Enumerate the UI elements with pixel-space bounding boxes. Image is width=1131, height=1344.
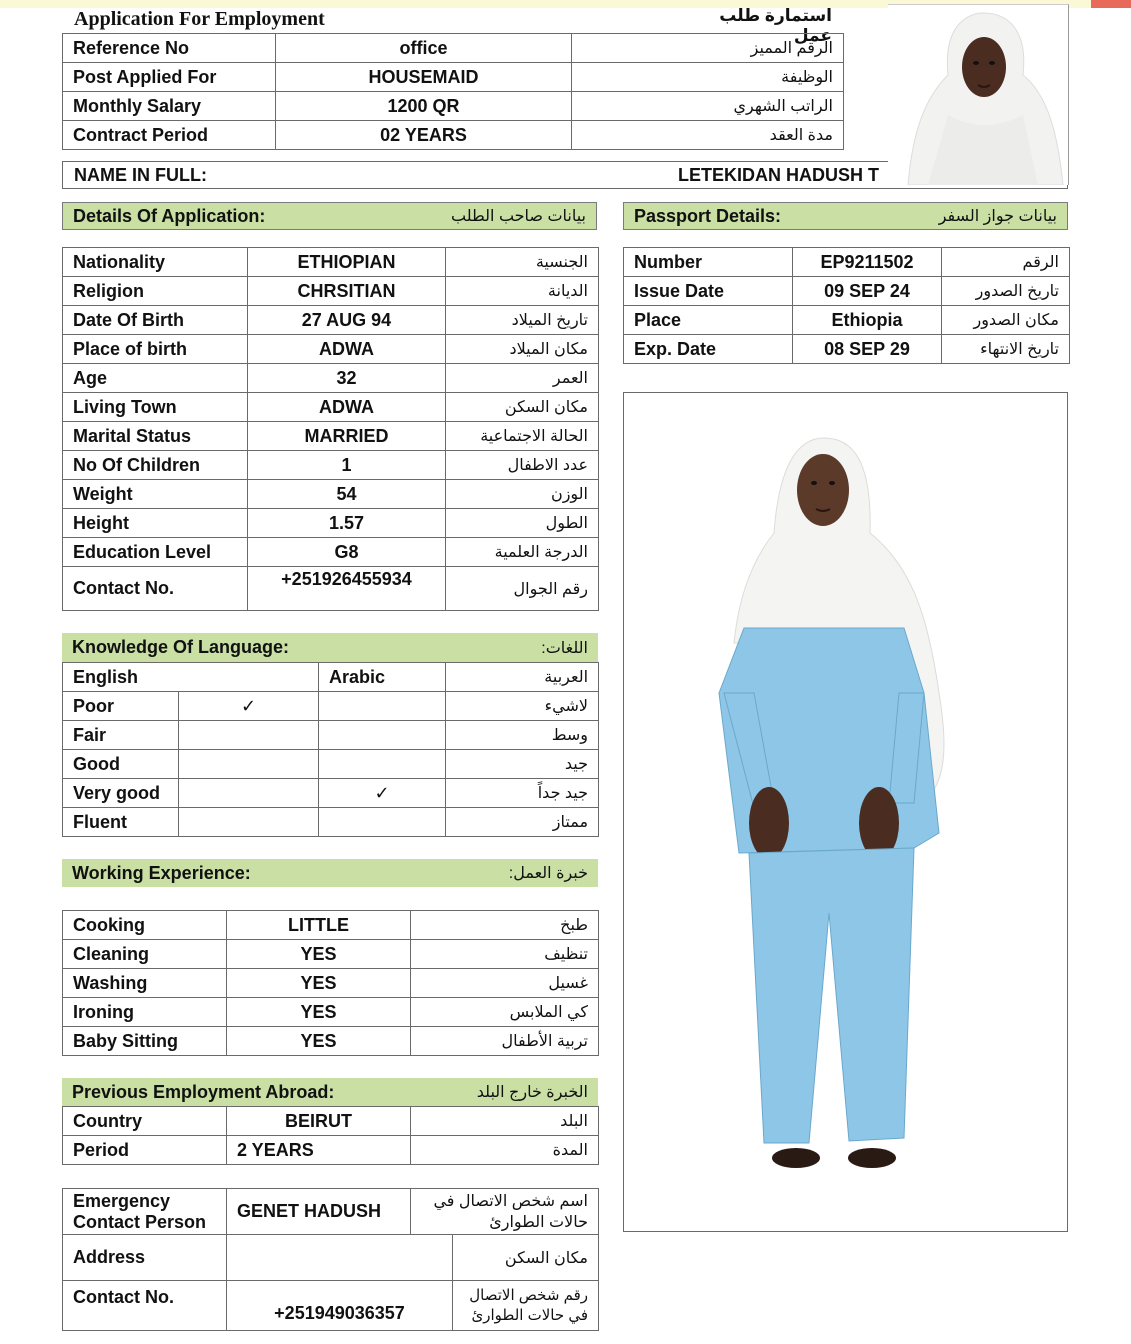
passport-label-arabic: تاريخ الانتهاء: [942, 335, 1070, 364]
detail-value: MARRIED: [248, 422, 446, 451]
detail-label: Place of birth: [63, 335, 248, 364]
passport-label: Place: [624, 306, 793, 335]
language-arabic-header: Arabic: [319, 663, 446, 692]
table-row: [63, 393, 599, 422]
abroad-label-arabic: المدة: [411, 1136, 599, 1165]
arabic-check: [319, 721, 446, 750]
abroad-table: [62, 1106, 599, 1165]
detail-value: CHRSITIAN: [248, 277, 446, 306]
abroad-band-label: Previous Employment Abroad:: [72, 1081, 335, 1102]
table-row: [63, 34, 844, 63]
english-check: [179, 721, 319, 750]
emergency-contact-arabic-line2: في حالات الطوارئ: [471, 1306, 588, 1324]
reference-label-arabic: الرقم المميز: [572, 34, 844, 63]
skill-label: Ironing: [63, 998, 227, 1027]
language-level-arabic: جيد: [446, 750, 599, 779]
passport-value: 08 SEP 29: [793, 335, 942, 364]
skill-value: YES: [227, 998, 411, 1027]
detail-label: No Of Children: [63, 451, 248, 480]
detail-label: Education Level: [63, 538, 248, 567]
language-level: Very good: [63, 779, 179, 808]
table-row: [63, 1107, 599, 1136]
skill-value: YES: [227, 969, 411, 998]
experience-band-label: Working Experience:: [72, 862, 251, 883]
detail-label-arabic: مكان الميلاد: [446, 335, 599, 364]
table-row: [63, 538, 599, 567]
detail-label: Marital Status: [63, 422, 248, 451]
contact-label: Contact No.: [63, 567, 248, 611]
abroad-band-label-arabic: الخبرة خارج البلد: [476, 1084, 588, 1101]
contact-value: +251926455934: [248, 567, 446, 611]
skill-label-arabic: تربية الأطفال: [411, 1027, 599, 1056]
emergency-person-label-line2: Contact Person: [73, 1211, 207, 1232]
passport-value: Ethiopia: [793, 306, 942, 335]
emergency-contact-arabic-line1: رقم شخص الاتصال: [469, 1286, 588, 1304]
abroad-value: 2 YEARS: [227, 1136, 411, 1165]
table-row: [63, 364, 599, 393]
passport-table: [623, 247, 1070, 364]
abroad-band: [62, 1078, 598, 1106]
detail-value: G8: [248, 538, 446, 567]
salary-label: Monthly Salary: [63, 92, 276, 121]
emergency-table: [62, 1188, 599, 1331]
name-label: NAME IN FULL:: [74, 165, 207, 185]
contact-label-arabic: رقم الجوال: [446, 567, 599, 611]
language-level: Good: [63, 750, 179, 779]
details-band: [62, 202, 597, 230]
language-level: Fluent: [63, 808, 179, 837]
arabic-check: ✓: [319, 779, 446, 808]
post-label-arabic: الوظيفة: [572, 63, 844, 92]
detail-value: ETHIOPIAN: [248, 248, 446, 277]
detail-value: ADWA: [248, 335, 446, 364]
passport-value: 09 SEP 24: [793, 277, 942, 306]
detail-label-arabic: عدد الاطفال: [446, 451, 599, 480]
skill-label: Cleaning: [63, 940, 227, 969]
language-level-arabic: ممتاز: [446, 808, 599, 837]
detail-label-arabic: الدرجة العلمية: [446, 538, 599, 567]
table-row: [63, 277, 599, 306]
passport-band-label-arabic: بيانات جواز السفر: [938, 208, 1057, 225]
reference-label: Reference No: [63, 34, 276, 63]
table-row: [63, 451, 599, 480]
english-check: [179, 779, 319, 808]
emergency-contact-value: +251949036357: [227, 1281, 453, 1331]
language-level-arabic: وسط: [446, 721, 599, 750]
contract-label: Contract Period: [63, 121, 276, 150]
table-row: [63, 480, 599, 509]
skill-label-arabic: طبخ: [411, 911, 599, 940]
detail-label-arabic: الطول: [446, 509, 599, 538]
detail-label-arabic: مكان السكن: [446, 393, 599, 422]
emergency-address-value: [227, 1235, 453, 1281]
passport-value: EP9211502: [793, 248, 942, 277]
top-corner-accent: [1091, 0, 1131, 8]
emergency-person-arabic-line2: حالات الطوارئ: [489, 1213, 588, 1231]
detail-label: Religion: [63, 277, 248, 306]
full-body-photo: [623, 392, 1068, 1232]
table-row: [63, 567, 599, 611]
detail-label: Age: [63, 364, 248, 393]
detail-label-arabic: الحالة الاجتماعية: [446, 422, 599, 451]
table-row: [63, 63, 844, 92]
passport-band-label: Passport Details:: [634, 205, 782, 226]
table-row: [63, 911, 599, 940]
table-row: [624, 248, 1070, 277]
emergency-contact-label-arabic: [453, 1281, 599, 1331]
table-row: [63, 1027, 599, 1056]
table-row: [63, 306, 599, 335]
skill-label-arabic: تنظيف: [411, 940, 599, 969]
details-band-label: Details Of Application:: [73, 205, 266, 226]
detail-value: 54: [248, 480, 446, 509]
abroad-value: BEIRUT: [227, 1107, 411, 1136]
salary-label-arabic: الراتب الشهري: [572, 92, 844, 121]
skill-label-arabic: غسيل: [411, 969, 599, 998]
table-row: [63, 248, 599, 277]
details-table: [62, 247, 599, 611]
detail-label-arabic: العمر: [446, 364, 599, 393]
language-band-label-arabic: اللغات:: [541, 639, 588, 657]
detail-value: 1.57: [248, 509, 446, 538]
passport-label-arabic: مكان الصدور: [942, 306, 1070, 335]
table-row: [624, 335, 1070, 364]
form-title: Application For Employment: [74, 8, 325, 30]
salary-value: 1200 QR: [276, 92, 572, 121]
table-row: [63, 663, 599, 692]
abroad-label: Country: [63, 1107, 227, 1136]
language-arabic-header-arabic: العربية: [446, 663, 599, 692]
contract-value: 02 YEARS: [276, 121, 572, 150]
passport-label: Issue Date: [624, 277, 793, 306]
table-row: [63, 1235, 599, 1281]
detail-value: ADWA: [248, 393, 446, 422]
emergency-address-label-arabic: مكان السكن: [453, 1235, 599, 1281]
language-level: Poor: [63, 692, 179, 721]
post-label: Post Applied For: [63, 63, 276, 92]
table-row: [63, 1281, 599, 1331]
table-row: [63, 750, 599, 779]
table-row: [63, 509, 599, 538]
passport-label-arabic: تاريخ الصدور: [942, 277, 1070, 306]
language-band-label: Knowledge Of Language:: [72, 637, 290, 657]
emergency-person-arabic-line1: اسم شخص الاتصال في: [433, 1192, 588, 1210]
emergency-person-label: [63, 1189, 227, 1235]
table-row: [63, 998, 599, 1027]
table-row: [63, 692, 599, 721]
arabic-check: [319, 750, 446, 779]
skill-label: Cooking: [63, 911, 227, 940]
table-row: [63, 969, 599, 998]
passport-band: [623, 202, 1068, 230]
detail-label-arabic: تاريخ الميلاد: [446, 306, 599, 335]
experience-band: [62, 859, 598, 887]
reference-value: office: [276, 34, 572, 63]
table-row: [63, 940, 599, 969]
abroad-label: Period: [63, 1136, 227, 1165]
emergency-person-value: GENET HADUSH: [227, 1189, 411, 1235]
detail-value: 27 AUG 94: [248, 306, 446, 335]
experience-band-label-arabic: خبرة العمل:: [508, 865, 588, 882]
table-row: [63, 1189, 599, 1235]
english-check: ✓: [179, 692, 319, 721]
language-english-header: English: [63, 663, 319, 692]
table-row: [63, 721, 599, 750]
abroad-label-arabic: البلد: [411, 1107, 599, 1136]
emergency-person-label-arabic: [411, 1189, 599, 1235]
skill-value: YES: [227, 940, 411, 969]
experience-table: [62, 910, 599, 1056]
name-value: LETEKIDAN HADUSH T: [678, 165, 879, 185]
detail-label: Living Town: [63, 393, 248, 422]
detail-label: Height: [63, 509, 248, 538]
skill-label-arabic: كي الملابس: [411, 998, 599, 1027]
table-row: [63, 1136, 599, 1165]
emergency-address-label: Address: [63, 1235, 227, 1281]
detail-label-arabic: الوزن: [446, 480, 599, 509]
skill-value: LITTLE: [227, 911, 411, 940]
language-band: [62, 633, 598, 662]
passport-label-arabic: الرقم: [942, 248, 1070, 277]
language-level-arabic: لاشيء: [446, 692, 599, 721]
skill-label: Washing: [63, 969, 227, 998]
form-title-arabic: استمارة طلب عمل: [719, 6, 832, 45]
detail-label: Date Of Birth: [63, 306, 248, 335]
table-row: [63, 808, 599, 837]
detail-value: 1: [248, 451, 446, 480]
skill-value: YES: [227, 1027, 411, 1056]
passport-label: Exp. Date: [624, 335, 793, 364]
post-value: HOUSEMAID: [276, 63, 572, 92]
table-row: [63, 92, 844, 121]
detail-label-arabic: الديانة: [446, 277, 599, 306]
table-row: [624, 277, 1070, 306]
detail-label: Nationality: [63, 248, 248, 277]
table-row: [63, 121, 844, 150]
detail-value: 32: [248, 364, 446, 393]
detail-label-arabic: الجنسية: [446, 248, 599, 277]
table-row: [63, 335, 599, 364]
passport-label: Number: [624, 248, 793, 277]
language-level: Fair: [63, 721, 179, 750]
details-band-label-arabic: بيانات صاحب الطلب: [451, 208, 586, 225]
table-row: [63, 779, 599, 808]
emergency-contact-label: Contact No.: [63, 1281, 227, 1331]
language-table: [62, 662, 599, 837]
arabic-check: [319, 808, 446, 837]
table-row: [63, 422, 599, 451]
portrait-photo: [888, 4, 1069, 185]
english-check: [179, 750, 319, 779]
language-level-arabic: جيد جداً: [446, 779, 599, 808]
skill-label: Baby Sitting: [63, 1027, 227, 1056]
detail-label: Weight: [63, 480, 248, 509]
contract-label-arabic: مدة العقد: [572, 121, 844, 150]
job-summary-table: [62, 33, 844, 150]
english-check: [179, 808, 319, 837]
emergency-person-label-line1: Emergency: [73, 1190, 171, 1211]
table-row: [624, 306, 1070, 335]
arabic-check: [319, 692, 446, 721]
